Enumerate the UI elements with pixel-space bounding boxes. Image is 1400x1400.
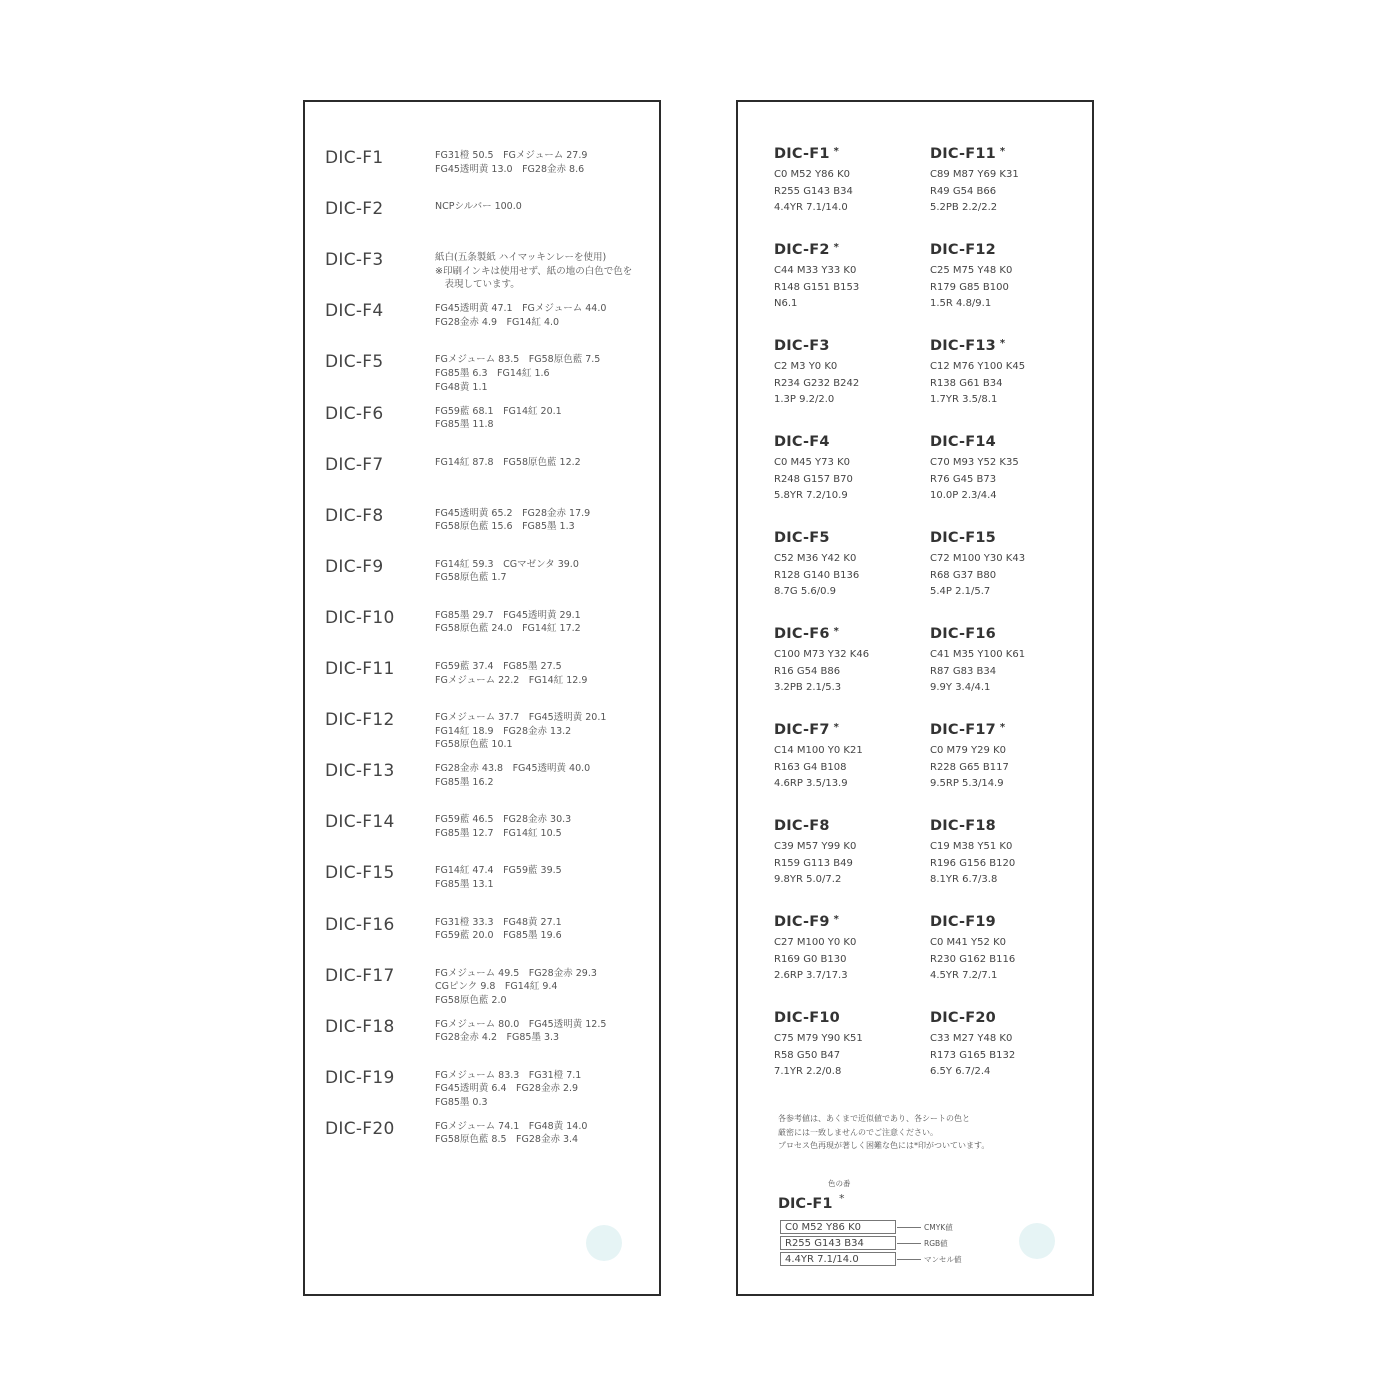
- formula-row: [305, 557, 659, 608]
- formula-line: FG85墨 16.2: [435, 776, 494, 788]
- ink-formula: [435, 660, 655, 687]
- color-code: DIC-F12: [325, 710, 395, 731]
- color-code-text: DIC-F7: [774, 722, 830, 738]
- color-code: [930, 1010, 1080, 1026]
- formula-line: FG45透明黄 6.4 FG28金赤 2.9: [435, 1083, 579, 1095]
- color-code: [774, 1010, 924, 1026]
- legend-cmyk-label: CMYK値: [924, 1223, 953, 1232]
- rgb-value: R58 G50 B47: [774, 1049, 841, 1061]
- formula-line: FG58原色藍 24.0 FG14紅 17.2: [435, 623, 581, 635]
- cmyk-value: C39 M57 Y99 K0: [774, 841, 857, 852]
- color-value-entry: [930, 242, 1080, 313]
- color-code-text: DIC-F4: [774, 434, 830, 450]
- munsell-value: 2.6RP 3.7/17.3: [774, 970, 848, 982]
- formula-line: FGメジューム 83.3 FG31橙 7.1: [435, 1069, 582, 1081]
- color-value-entry: [930, 818, 1080, 889]
- color-code: DIC-F1: [325, 148, 384, 168]
- formula-line: FG48黄 1.1: [435, 381, 488, 393]
- rgb-value: R248 G157 B70: [774, 473, 853, 485]
- cmyk-value: C44 M33 Y33 K0: [774, 265, 857, 276]
- color-value-entry: [774, 626, 924, 697]
- formula-line: 紙白(五条製紙 ハイマッキンレーを使用): [435, 252, 607, 264]
- color-code: [774, 146, 924, 162]
- color-code-text: DIC-F15: [930, 530, 996, 546]
- formula-row: [305, 761, 659, 812]
- color-code: [774, 914, 924, 930]
- color-code-text: DIC-F12: [930, 242, 996, 258]
- legend-rgb-box: R255 G143 B34: [780, 1236, 896, 1250]
- color-code: DIC-F4: [325, 301, 384, 322]
- formula-line: FG59藍 20.0 FG85墨 19.6: [435, 930, 562, 942]
- difficult-reproduction-star: *: [833, 242, 840, 253]
- color-code: DIC-F19: [325, 1067, 395, 1088]
- color-code: DIC-F14: [325, 812, 395, 833]
- formula-row: [305, 863, 659, 914]
- color-code: [774, 242, 924, 258]
- formula-line: FG58原色藍 1.7: [435, 572, 507, 584]
- cmyk-value: C0 M41 Y52 K0: [930, 937, 1006, 948]
- formula-line: FG28金赤 43.8 FG45透明黄 40.0: [435, 763, 591, 775]
- legend-star: *: [839, 1192, 845, 1205]
- cmyk-value: C72 M100 Y30 K43: [930, 553, 1026, 564]
- formula-line: FG85墨 11.8: [435, 419, 494, 431]
- munsell-value: 7.1YR 2.2/0.8: [774, 1066, 842, 1078]
- formula-row: [305, 148, 659, 199]
- munsell-value: 1.5R 4.8/9.1: [930, 298, 992, 310]
- color-code-text: DIC-F18: [930, 818, 996, 834]
- formula-line: FGメジューム 80.0 FG45透明黄 12.5: [435, 1018, 607, 1030]
- formula-line: FG14紅 59.3 CGマゼンタ 39.0: [435, 558, 579, 570]
- formula-row: [305, 199, 659, 250]
- cmyk-value: C41 M35 Y100 K61: [930, 649, 1026, 660]
- munsell-value: 8.1YR 6.7/3.8: [930, 874, 998, 886]
- formula-row: [305, 250, 659, 301]
- value-card: [736, 100, 1094, 1296]
- cmyk-value: C100 M73 Y32 K46: [774, 649, 870, 660]
- legend-leader-line: [897, 1227, 921, 1228]
- color-value-entry: [930, 434, 1080, 505]
- color-value-entry: [930, 338, 1080, 409]
- ink-formula: [435, 1069, 655, 1110]
- color-code-text: DIC-F5: [774, 530, 830, 546]
- rgb-value: R163 G4 B108: [774, 761, 847, 773]
- formula-row: [305, 352, 659, 403]
- formula-row: [305, 966, 659, 1017]
- ink-formula: [435, 762, 655, 789]
- color-value-entry: [774, 722, 924, 793]
- formula-line: FG58原色藍 10.1: [435, 739, 513, 751]
- cmyk-value: C0 M52 Y86 K0: [774, 169, 850, 180]
- ink-formula: [435, 1018, 655, 1045]
- color-swatch-dot: [1019, 1223, 1055, 1259]
- munsell-value: 4.5YR 7.2/7.1: [930, 970, 998, 982]
- cmyk-value: C52 M36 Y42 K0: [774, 553, 857, 564]
- legend-code: DIC-F1: [778, 1196, 833, 1212]
- ink-formula: [435, 609, 655, 636]
- legend-munsell-label: マンセル値: [924, 1255, 962, 1264]
- ink-formula: [435, 558, 655, 585]
- color-code: [930, 242, 1080, 258]
- rgb-value: R16 G54 B86: [774, 665, 841, 677]
- munsell-value: 1.7YR 3.5/8.1: [930, 394, 998, 406]
- cmyk-value: C19 M38 Y51 K0: [930, 841, 1013, 852]
- munsell-value: 4.6RP 3.5/13.9: [774, 778, 848, 790]
- ink-formula: [435, 967, 655, 1008]
- formula-row: [305, 1119, 659, 1170]
- munsell-value: 9.8YR 5.0/7.2: [774, 874, 842, 886]
- ink-formula: [435, 200, 655, 214]
- difficult-reproduction-star: *: [833, 722, 840, 733]
- formula-line: FG28金赤 4.9 FG14紅 4.0: [435, 316, 560, 328]
- ink-formula: [435, 149, 655, 176]
- color-code-text: DIC-F13: [930, 338, 996, 354]
- rgb-value: R173 G165 B132: [930, 1049, 1016, 1061]
- color-code: [774, 818, 924, 834]
- color-code: [774, 722, 924, 738]
- formula-row: [305, 710, 659, 761]
- formula-line: FG85墨 29.7 FG45透明黄 29.1: [435, 609, 581, 621]
- formula-line: FG45透明黄 47.1 FGメジューム 44.0: [435, 303, 607, 315]
- color-value-entry: [774, 530, 924, 601]
- formula-line: FG45透明黄 65.2 FG28金赤 17.9: [435, 507, 591, 519]
- rgb-value: R159 G113 B49: [774, 857, 853, 869]
- cmyk-value: C0 M79 Y29 K0: [930, 745, 1006, 756]
- color-code-text: DIC-F11: [930, 146, 996, 162]
- legend-cmyk-box: C0 M52 Y86 K0: [780, 1220, 896, 1234]
- color-code: DIC-F8: [325, 505, 384, 526]
- color-value-entry: [774, 818, 924, 889]
- color-value-entry: [930, 146, 1080, 217]
- legend-leader-line: [897, 1259, 921, 1260]
- difficult-reproduction-star: *: [999, 722, 1006, 733]
- color-code: [930, 722, 1080, 738]
- cmyk-value: C33 M27 Y48 K0: [930, 1033, 1013, 1044]
- color-code: DIC-F20: [325, 1118, 395, 1139]
- rgb-value: R49 G54 B66: [930, 185, 997, 197]
- formula-line: FG58原色藍 8.5 FG28金赤 3.4: [435, 1134, 579, 1146]
- rgb-value: R76 G45 B73: [930, 473, 997, 485]
- formula-row: [305, 301, 659, 352]
- formula-line: 表現しています。: [435, 279, 520, 291]
- color-code: DIC-F6: [325, 403, 384, 424]
- color-code-text: DIC-F17: [930, 722, 996, 738]
- color-value-entry: [930, 1010, 1080, 1081]
- color-value-entry: [930, 530, 1080, 601]
- formula-row: [305, 915, 659, 966]
- color-code: DIC-F18: [325, 1016, 395, 1037]
- rgb-value: R128 G140 B136: [774, 569, 860, 581]
- color-code: DIC-F5: [325, 352, 384, 373]
- ink-formula: [435, 251, 655, 292]
- color-code: [774, 530, 924, 546]
- color-code: [930, 626, 1080, 642]
- difficult-reproduction-star: *: [999, 338, 1006, 349]
- color-value-entry: [774, 434, 924, 505]
- color-code-text: DIC-F9: [774, 914, 830, 930]
- munsell-value: 5.2PB 2.2/2.2: [930, 202, 998, 214]
- formula-line: FGメジューム 37.7 FG45透明黄 20.1: [435, 712, 607, 724]
- formula-line: FG85墨 6.3 FG14紅 1.6: [435, 367, 550, 379]
- formula-line: FG14紅 47.4 FG59藍 39.5: [435, 865, 562, 877]
- formula-line: FG85墨 12.7 FG14紅 10.5: [435, 827, 562, 839]
- formula-row: [305, 455, 659, 506]
- rgb-value: R179 G85 B100: [930, 281, 1009, 293]
- color-code: DIC-F17: [325, 965, 395, 986]
- rgb-value: R196 G156 B120: [930, 857, 1016, 869]
- reference-note: [778, 1112, 1078, 1153]
- cmyk-value: C14 M100 Y0 K21: [774, 745, 863, 756]
- color-code: [774, 338, 924, 354]
- formula-line: FG59藍 46.5 FG28金赤 30.3: [435, 814, 572, 826]
- cmyk-value: C27 M100 Y0 K0: [774, 937, 857, 948]
- ink-formula: [435, 405, 655, 432]
- color-code: DIC-F13: [325, 761, 395, 782]
- color-code-text: DIC-F20: [930, 1010, 996, 1026]
- color-code: [930, 434, 1080, 450]
- formula-line: FG31橙 33.3 FG48黄 27.1: [435, 916, 562, 928]
- difficult-reproduction-star: *: [833, 146, 840, 157]
- color-code: [774, 434, 924, 450]
- color-code: [930, 818, 1080, 834]
- formula-line: FG28金赤 4.2 FG85墨 3.3: [435, 1032, 560, 1044]
- color-code: DIC-F9: [325, 556, 384, 577]
- rgb-value: R228 G65 B117: [930, 761, 1009, 773]
- munsell-value: 5.4P 2.1/5.7: [930, 586, 991, 598]
- formula-line: FG14紅 87.8 FG58原色藍 12.2: [435, 456, 581, 468]
- cmyk-value: C89 M87 Y69 K31: [930, 169, 1019, 180]
- rgb-value: R148 G151 B153: [774, 281, 860, 293]
- color-code: [774, 626, 924, 642]
- cmyk-value: C2 M3 Y0 K0: [774, 361, 838, 372]
- ink-formula: [435, 813, 655, 840]
- color-code-text: DIC-F2: [774, 242, 830, 258]
- ink-formula: [435, 507, 655, 534]
- munsell-value: 8.7G 5.6/0.9: [774, 586, 837, 598]
- munsell-value: 9.5RP 5.3/14.9: [930, 778, 1004, 790]
- color-code: DIC-F10: [325, 607, 395, 628]
- note-line: プロセス色再現が著しく困難な色には*印がついています。: [778, 1141, 990, 1150]
- difficult-reproduction-star: *: [833, 626, 840, 637]
- color-code-text: DIC-F19: [930, 914, 996, 930]
- formula-line: FG45透明黄 13.0 FG28金赤 8.6: [435, 163, 585, 175]
- munsell-value: N6.1: [774, 298, 798, 310]
- difficult-reproduction-star: *: [999, 146, 1006, 157]
- color-value-entry: [930, 626, 1080, 697]
- legend-tag-label: 色の番: [828, 1179, 851, 1188]
- color-code: DIC-F3: [325, 250, 384, 271]
- munsell-value: 10.0P 2.3/4.4: [930, 490, 997, 502]
- rgb-value: R138 G61 B34: [930, 377, 1003, 389]
- ink-formula: [435, 302, 655, 329]
- color-code-text: DIC-F16: [930, 626, 996, 642]
- rgb-value: R230 G162 B116: [930, 953, 1016, 965]
- ink-formula: [435, 864, 655, 891]
- color-value-entry: [930, 914, 1080, 985]
- formula-row: [305, 506, 659, 557]
- color-code-text: DIC-F3: [774, 338, 830, 354]
- formula-line: FG85墨 0.3: [435, 1096, 488, 1108]
- ink-formula: [435, 456, 655, 470]
- color-code-text: DIC-F10: [774, 1010, 840, 1026]
- color-value-entry: [774, 338, 924, 409]
- formula-line: FG58原色藍 2.0: [435, 994, 507, 1006]
- formula-line: NCPシルバー 100.0: [435, 201, 522, 213]
- color-code-text: DIC-F8: [774, 818, 830, 834]
- color-value-entry: [774, 914, 924, 985]
- rgb-value: R68 G37 B80: [930, 569, 997, 581]
- formula-line: FG59藍 37.4 FG85墨 27.5: [435, 661, 562, 672]
- munsell-value: 5.8YR 7.2/10.9: [774, 490, 848, 502]
- rgb-value: R169 G0 B130: [774, 953, 847, 965]
- munsell-value: 9.9Y 3.4/4.1: [930, 682, 991, 694]
- color-code: DIC-F15: [325, 863, 395, 884]
- munsell-value: 1.3P 9.2/2.0: [774, 394, 835, 406]
- color-code: DIC-F11: [325, 659, 395, 679]
- formula-line: ※印刷インキは使用せず、紙の地の白色で色を: [435, 265, 633, 277]
- rgb-value: R87 G83 B34: [930, 665, 997, 677]
- formula-line: FGメジューム 22.2 FG14紅 12.9: [435, 674, 588, 686]
- munsell-value: 4.4YR 7.1/14.0: [774, 202, 848, 214]
- color-code: [930, 914, 1080, 930]
- color-code: [930, 146, 1080, 162]
- formula-row: [305, 404, 659, 455]
- note-line: 各参考値は、あくまで近似値であり、各シートの色と: [778, 1114, 970, 1123]
- color-code-text: DIC-F14: [930, 434, 996, 450]
- munsell-value: 3.2PB 2.1/5.3: [774, 682, 842, 694]
- munsell-value: 6.5Y 6.7/2.4: [930, 1066, 991, 1078]
- formula-line: FG31橙 50.5 FGメジューム 27.9: [435, 150, 588, 161]
- formula-line: FG59藍 68.1 FG14紅 20.1: [435, 405, 562, 417]
- cmyk-value: C70 M93 Y52 K35: [930, 457, 1019, 468]
- formula-line: FGメジューム 74.1 FG48黄 14.0: [435, 1120, 588, 1132]
- formula-row: [305, 1068, 659, 1119]
- formula-line: FG58原色藍 15.6 FG85墨 1.3: [435, 521, 575, 533]
- color-code: [930, 338, 1080, 354]
- legend-munsell-box: 4.4YR 7.1/14.0: [780, 1252, 896, 1266]
- formula-line: CGピンク 9.8 FG14紅 9.4: [435, 981, 558, 993]
- color-code-text: DIC-F6: [774, 626, 830, 642]
- color-code: [930, 530, 1080, 546]
- rgb-value: R234 G232 B242: [774, 377, 860, 389]
- formula-line: FGメジューム 83.5 FG58原色藍 7.5: [435, 354, 601, 366]
- formula-row: [305, 608, 659, 659]
- color-code: DIC-F7: [325, 454, 384, 475]
- formula-row: [305, 659, 659, 710]
- legend-leader-line: [897, 1243, 921, 1244]
- formula-row: [305, 1017, 659, 1068]
- color-code: DIC-F16: [325, 914, 395, 935]
- color-value-entry: [774, 146, 924, 217]
- ink-formula: [435, 711, 655, 752]
- formula-card: [303, 100, 661, 1296]
- cmyk-value: C25 M75 Y48 K0: [930, 265, 1013, 276]
- cmyk-value: C75 M79 Y90 K51: [774, 1033, 863, 1044]
- ink-formula: [435, 353, 655, 394]
- formula-line: FG14紅 18.9 FG28金赤 13.2: [435, 725, 572, 737]
- rgb-value: R255 G143 B34: [774, 185, 853, 197]
- formula-line: FG85墨 13.1: [435, 878, 494, 890]
- cmyk-value: C12 M76 Y100 K45: [930, 361, 1026, 372]
- color-code-text: DIC-F1: [774, 146, 830, 162]
- difficult-reproduction-star: *: [833, 914, 840, 925]
- ink-formula: [435, 1120, 655, 1147]
- formula-line: FGメジューム 49.5 FG28金赤 29.3: [435, 967, 597, 979]
- color-code: DIC-F2: [325, 199, 384, 220]
- color-value-entry: [930, 722, 1080, 793]
- color-value-entry: [774, 242, 924, 313]
- cmyk-value: C0 M45 Y73 K0: [774, 457, 850, 468]
- color-swatch-dot: [586, 1225, 622, 1261]
- ink-formula: [435, 916, 655, 943]
- legend-rgb-label: RGB値: [924, 1239, 948, 1248]
- color-value-entry: [774, 1010, 924, 1081]
- formula-row: [305, 812, 659, 863]
- note-line: 厳密には一致しませんのでご注意ください。: [778, 1127, 938, 1137]
